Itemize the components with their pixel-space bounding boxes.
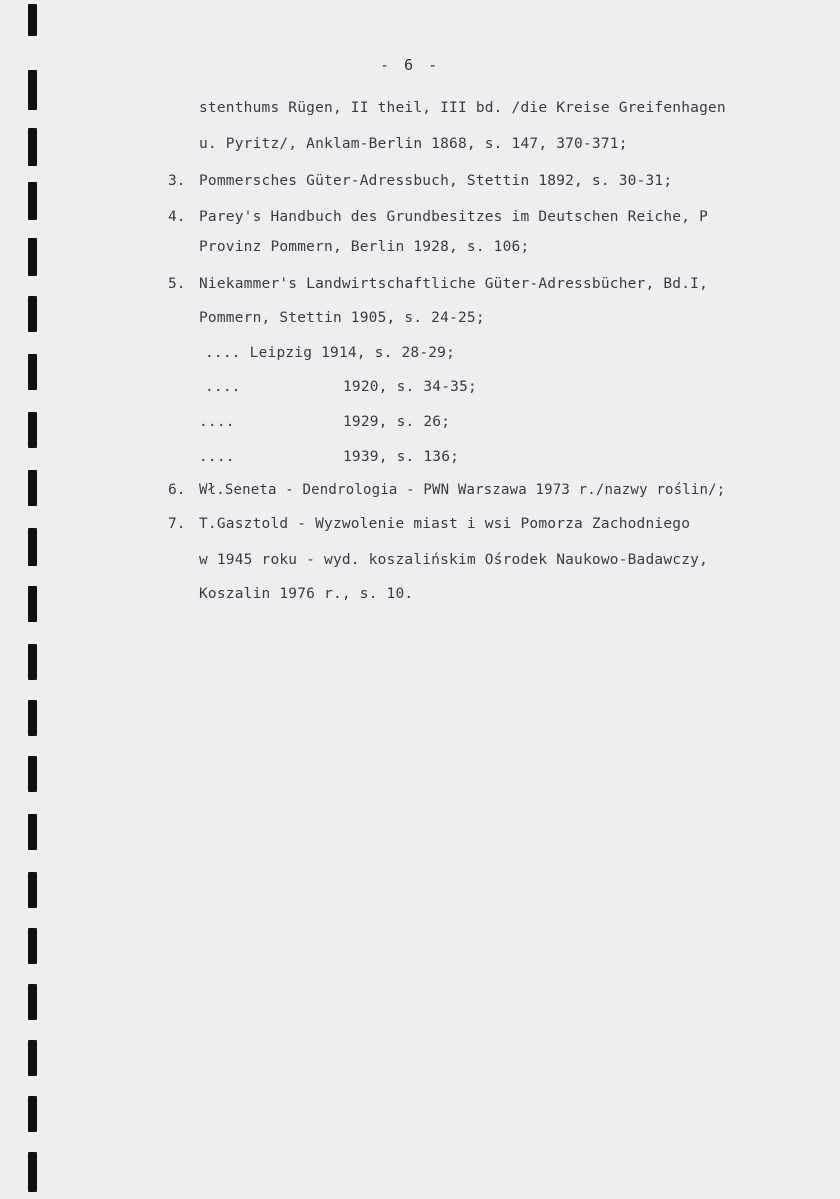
binding-holes: [0, 0, 60, 1199]
item-number: 6.: [168, 482, 186, 498]
text-line: 1939, s. 136;: [343, 449, 460, 465]
binding-mark: [28, 128, 37, 166]
text-line: Pommern, Stettin 1905, s. 24-25;: [199, 310, 485, 326]
text-line: 1929, s. 26;: [343, 414, 451, 430]
binding-mark: [28, 470, 37, 506]
item-number: 7.: [168, 516, 186, 532]
text-line: T.Gasztold - Wyzwolenie miast i wsi Pomorza Zachodniego: [199, 516, 691, 532]
binding-mark: [28, 872, 37, 908]
binding-mark: [28, 4, 37, 36]
text-line: ....: [199, 449, 235, 465]
text-line: 1920, s. 34-35;: [343, 379, 477, 395]
page-number: - 6 -: [380, 56, 441, 74]
binding-mark: [28, 1040, 37, 1076]
binding-mark: [28, 814, 37, 850]
binding-mark: [28, 586, 37, 622]
binding-mark: [28, 182, 37, 220]
binding-mark: [28, 238, 37, 276]
text-line: .... Leipzig 1914, s. 28-29;: [205, 345, 456, 361]
item-number: 3.: [168, 173, 186, 189]
text-line: Koszalin 1976 r., s. 10.: [199, 586, 414, 602]
text-line: stenthums Rügen, II theil, III bd. /die Kreise Greifenhagen: [199, 100, 726, 116]
text-line: ....: [205, 379, 241, 395]
binding-mark: [28, 412, 37, 448]
binding-mark: [28, 1096, 37, 1132]
text-line: ....: [199, 414, 235, 430]
binding-mark: [28, 296, 37, 332]
text-line: Niekammer's Landwirtschaftliche Güter-Adressbücher, Bd.I,: [199, 276, 708, 292]
text-line: Provinz Pommern, Berlin 1928, s. 106;: [199, 239, 530, 255]
text-line: Pommersches Güter-Adressbuch, Stettin 1892, s. 30-31;: [199, 173, 673, 189]
binding-mark: [28, 644, 37, 680]
item-number: 4.: [168, 209, 186, 225]
binding-mark: [28, 354, 37, 390]
binding-mark: [28, 984, 37, 1020]
binding-mark: [28, 70, 37, 110]
text-line: w 1945 roku - wyd. koszalińskim Ośrodek Naukowo-Badawczy,: [199, 552, 708, 568]
binding-mark: [28, 928, 37, 964]
text-line: Parey's Handbuch des Grundbesitzes im Deutschen Reiche, P: [199, 209, 708, 225]
binding-mark: [28, 700, 37, 736]
text-line: u. Pyritz/, Anklam-Berlin 1868, s. 147, 370-371;: [199, 136, 628, 152]
binding-mark: [28, 528, 37, 566]
item-number: 5.: [168, 276, 186, 292]
text-line: Wł.Seneta - Dendrologia - PWN Warszawa 1973 r./nazwy roślin/;: [199, 482, 726, 498]
binding-mark: [28, 1152, 37, 1192]
binding-mark: [28, 756, 37, 792]
